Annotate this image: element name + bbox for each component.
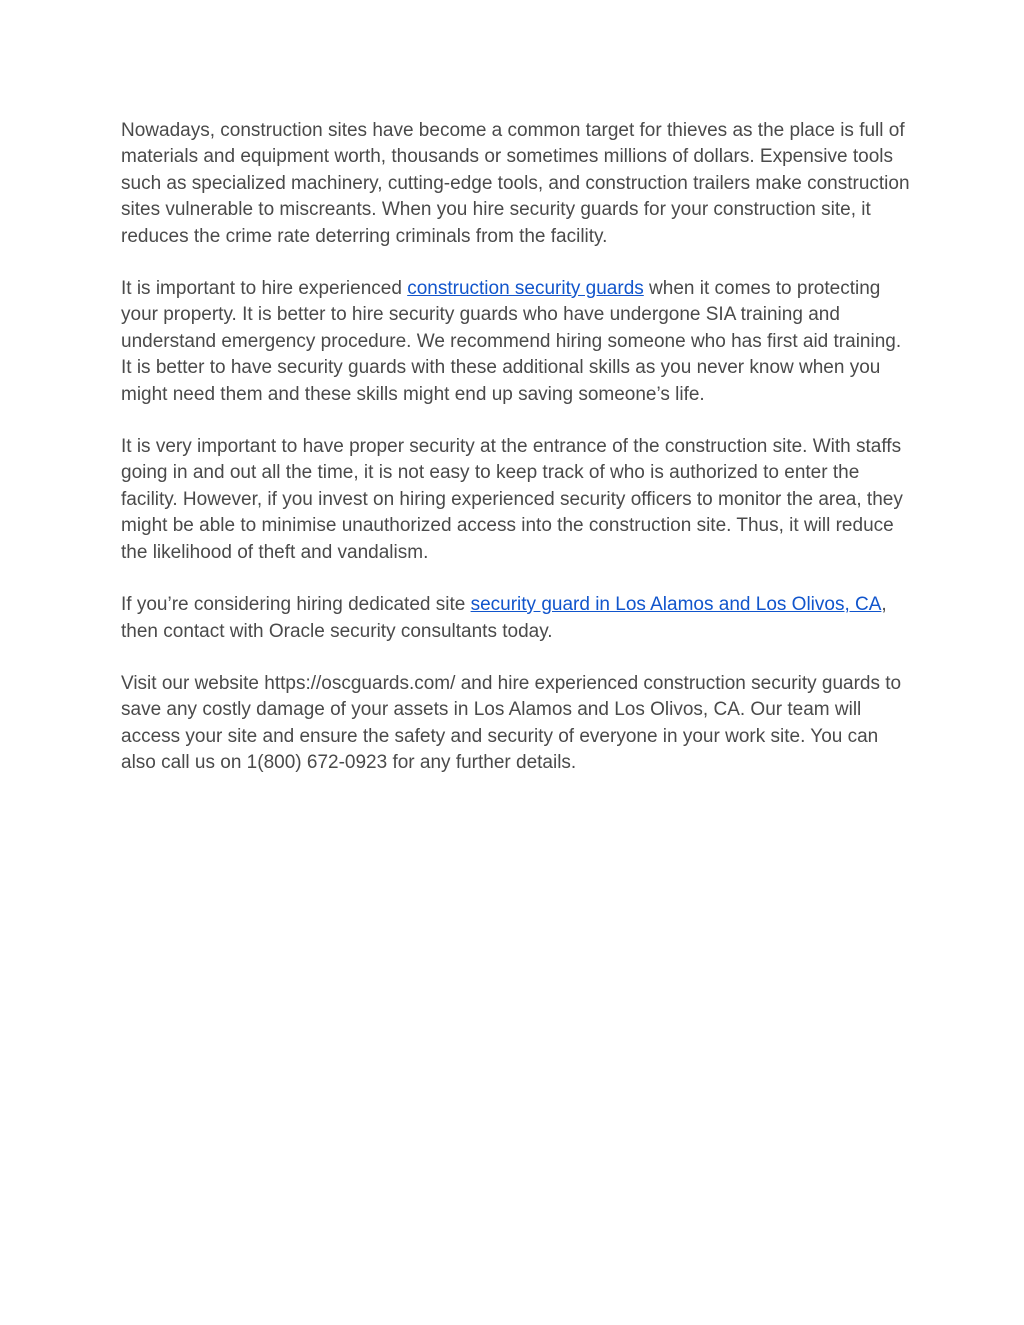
paragraph-text-before-link: If you’re considering hiring dedicated site bbox=[121, 594, 471, 616]
construction-security-guards-link[interactable]: construction security guards bbox=[407, 278, 644, 300]
paragraph-text: It is very important to have proper security at the entrance of the construction site. With staffs going in and out all the time, it is not easy to keep track of who is authorized to enter the facility. However, if you invest on hiring experienced security officers to monitor the area, they might be able to minimise unauthorized access into the construction site. Thus, it will reduce the likelihood of theft and vandalism. bbox=[121, 436, 903, 563]
security-guard-los-alamos-link[interactable]: security guard in Los Alamos and Los Olivos, CA bbox=[470, 594, 882, 616]
paragraph-contact bbox=[121, 592, 913, 645]
paragraph-text-after-link: , then contact with Oracle security consultants today. bbox=[121, 594, 887, 642]
paragraph-text-before-link: It is important to hire experienced bbox=[121, 278, 408, 300]
paragraph-text-after-link: when it comes to protecting your property. It is better to hire security guards who have undergone SIA training and understand emergency procedure. We recommend hiring someone who has first aid training. It is better to have security guards with these additional skills as you never know when you might need them and these skills might end up saving someone’s life. bbox=[121, 278, 902, 405]
paragraph-experienced-guards bbox=[121, 276, 913, 408]
paragraph-entrance-security bbox=[121, 434, 913, 566]
paragraph-text: Nowadays, construction sites have become a common target for thieves as the place is full of materials and equipment worth, thousands or sometimes millions of dollars. Expensive tools such as specialized machinery, cutting-edge tools, and construction trailers make construction sites vulnerable to miscreants. When you hire security guards for your construction site, it reduces the crime rate deterring criminals from the facility. bbox=[121, 120, 910, 247]
paragraph-text: Visit our website https://oscguards.com/ and hire experienced construction security guards to save any costly damage of your assets in Los Alamos and Los Olivos, CA. Our team will access your site and ensure the safety and security of everyone in your work site. You can also call us on 1(800) 672-0923 for any further details. bbox=[121, 672, 902, 774]
document-body bbox=[121, 118, 913, 803]
paragraph-visit-website bbox=[121, 671, 913, 777]
paragraph-intro bbox=[121, 118, 913, 250]
